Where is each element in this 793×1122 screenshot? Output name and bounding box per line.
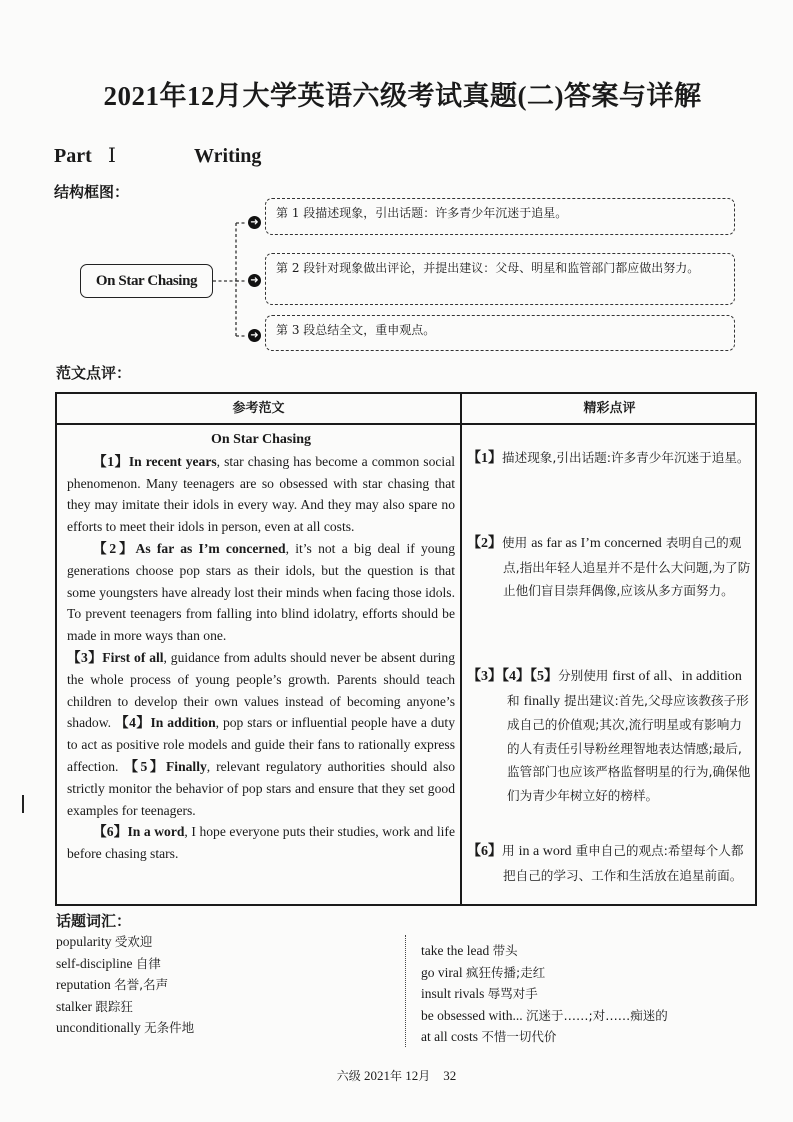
vocab-item bbox=[421, 940, 668, 962]
vocab-term: insult rivals bbox=[421, 986, 485, 1001]
footer-level: 六级 bbox=[336, 1069, 361, 1083]
part-name: Writing bbox=[194, 145, 262, 167]
comment-marker: 【2】 bbox=[467, 536, 502, 551]
essay-keyword: In addition bbox=[150, 715, 216, 731]
vocab-item bbox=[421, 962, 668, 984]
essay-keyword: As far as I’m concerned bbox=[135, 540, 286, 556]
essay-text: , star chasing has become a common social phenomenon. Many teenagers are so obsessed with star chasing that they may imitate their idols in every way. And they may also spare no efforts to meet their idols in person, even at all costs. bbox=[67, 453, 456, 535]
vocab-term: be obsessed with... bbox=[421, 1007, 523, 1023]
vocab-meaning: 无条件地 bbox=[144, 1020, 195, 1035]
comment-text: 分别使用 bbox=[558, 668, 613, 683]
comment-phrase: first of all、in addition bbox=[612, 669, 742, 684]
sample-essay bbox=[67, 429, 455, 865]
part-numeral: Ⅰ bbox=[108, 145, 116, 167]
vocab-term: go viral bbox=[421, 964, 463, 980]
comment-text: 提出建议:首先,父母应该教孩子形成自己的价值观;其次,流行明星或有影响力的人有责任引导粉丝理智地表达情感;最后,监管部门也应该严格监督明星的行为,确保他们为青少年树立好的榜样。 bbox=[507, 692, 751, 803]
arrow-right-circle-icon: ➜ bbox=[248, 274, 261, 287]
essay-keyword: First of all bbox=[102, 649, 164, 665]
vocab-list-left bbox=[56, 931, 194, 1039]
table-header-divider bbox=[57, 423, 755, 425]
comment-3-4-5 bbox=[467, 664, 752, 807]
essay-text: , pop stars or influential people have a duty to act as positive role models and guide their fans to rationally express affection. bbox=[67, 715, 455, 774]
structure-heading: 结构框图： bbox=[54, 183, 130, 201]
column-header-sample-essay: 参考范文 bbox=[232, 401, 285, 416]
vocab-meaning: 带头 bbox=[492, 943, 518, 958]
essay-title: On Star Chasing bbox=[210, 432, 312, 447]
column-header-comments: 精彩点评 bbox=[583, 401, 636, 416]
comment-text: 表明自己的观点,指出年轻人追星并不是什么大问题,为了防止他们盲目崇拜偶像,应该从多方面努力。 bbox=[503, 535, 751, 598]
comment-marker: 【3】【4】【5】 bbox=[467, 669, 558, 684]
vocab-meaning: 疯狂传播;走红 bbox=[466, 964, 546, 980]
page-number: 32 bbox=[443, 1068, 457, 1083]
vocab-item bbox=[56, 974, 194, 996]
comment-1 bbox=[467, 446, 752, 471]
vocab-meaning: 跟踪狂 bbox=[95, 998, 133, 1014]
vocab-term: stalker bbox=[56, 998, 92, 1014]
vocab-term: unconditionally bbox=[56, 1020, 141, 1035]
vocab-meaning: 自律 bbox=[135, 955, 161, 971]
essay-paragraph-2 bbox=[67, 538, 455, 647]
footer-month: 12 bbox=[405, 1068, 419, 1083]
diagram-root-node: On Star Chasing bbox=[80, 264, 213, 298]
paragraph-marker: 【6】 bbox=[93, 824, 128, 840]
vocab-item bbox=[421, 1005, 668, 1027]
vocab-item bbox=[56, 996, 194, 1018]
essay-keyword: In a word bbox=[127, 824, 185, 840]
arrow-right-circle-icon: ➜ bbox=[248, 216, 261, 229]
vocab-meaning: 名誉,名声 bbox=[114, 977, 169, 992]
comment-text: 使用 bbox=[502, 535, 532, 550]
essay-paragraph-4 bbox=[67, 821, 455, 865]
vocab-list-right bbox=[421, 940, 668, 1048]
vocab-item bbox=[56, 1017, 194, 1039]
scan-edge-mark bbox=[22, 795, 24, 813]
diagram-branch-3: 第 3 段总结全文，重申观点。 bbox=[265, 315, 735, 351]
vocab-item bbox=[56, 931, 194, 953]
vocab-divider bbox=[405, 935, 406, 1047]
vocab-term: at all costs bbox=[421, 1029, 478, 1044]
vocab-term: popularity bbox=[56, 934, 112, 949]
vocab-meaning: 不惜一切代价 bbox=[481, 1029, 557, 1044]
essay-keyword: In recent years bbox=[128, 453, 217, 469]
review-table bbox=[55, 392, 757, 906]
part-label: Part bbox=[54, 145, 92, 167]
comment-6 bbox=[467, 839, 752, 887]
diagram-branch-2: 第 2 段针对现象做出评论，并提出建议：父母、明星和监管部门都应做出努力。 bbox=[265, 253, 735, 305]
vocab-term: reputation bbox=[56, 977, 111, 992]
vocab-meaning: 辱骂对手 bbox=[487, 986, 538, 1001]
comment-text: 和 bbox=[507, 692, 524, 708]
arrow-right-circle-icon: ➜ bbox=[248, 329, 261, 342]
essay-paragraph-1 bbox=[67, 451, 455, 538]
vocab-term: take the lead bbox=[421, 943, 490, 958]
paragraph-marker: 【1】 bbox=[93, 453, 129, 469]
table-column-divider bbox=[460, 394, 462, 904]
comment-marker: 【6】 bbox=[467, 844, 502, 859]
vocab-term: self-discipline bbox=[56, 955, 133, 971]
paragraph-marker: 【2】 bbox=[93, 540, 136, 556]
comment-text: 用 bbox=[502, 843, 519, 858]
footer-month-suffix: 月 bbox=[418, 1069, 431, 1083]
vocab-heading: 话题词汇： bbox=[56, 912, 132, 930]
vocab-meaning: 受欢迎 bbox=[114, 934, 153, 949]
paragraph-marker: 【3】 bbox=[67, 649, 103, 665]
vocab-item bbox=[421, 1026, 668, 1048]
vocab-item bbox=[56, 953, 194, 975]
essay-text: , it’s not a big deal if young generations choose pop stars as their idols, but the question is that some youngsters have already lost their minds when facing those idols. To prevent teenagers from falling into blind idolatry, efforts should be made in more ways than one. bbox=[67, 540, 455, 644]
essay-text: , relevant regulatory authorities should also strictly monitor the behavior of pop stars and ensure that they set good examples for teenagers. bbox=[67, 758, 456, 818]
comment-phrase: finally bbox=[523, 693, 561, 709]
comment-phrase: in a word bbox=[518, 844, 572, 859]
comment-text: 重申自己的观点:希望每个人都把自己的学习、工作和生活放在追星前面。 bbox=[503, 843, 744, 883]
comment-text: 描述现象,引出话题:许多青少年沉迷于追星。 bbox=[502, 450, 750, 465]
paragraph-marker: 【4】 bbox=[114, 715, 151, 731]
essay-text: , guidance from adults should never be absent during the whole process of young people’s growth. Parents should teach children to develop their own values instead of becoming anyone’s shadow. bbox=[67, 649, 456, 731]
diagram-branch-1: 第 1 段描述现象，引出话题：许多青少年沉迷于追星。 bbox=[265, 198, 735, 235]
essay-text: , I hope everyone puts their studies, work and life before chasing stars. bbox=[67, 824, 455, 862]
essay-paragraph-3 bbox=[67, 647, 455, 821]
footer-year-suffix: 年 bbox=[389, 1069, 402, 1083]
review-heading: 范文点评： bbox=[56, 364, 132, 382]
comment-phrase: as far as I’m concerned bbox=[531, 536, 662, 551]
vocab-meaning: 沉迷于……;对……痴迷的 bbox=[526, 1007, 668, 1023]
vocab-item bbox=[421, 983, 668, 1005]
paragraph-marker: 【5】 bbox=[124, 758, 166, 774]
page-footer bbox=[0, 1067, 793, 1084]
comment-marker: 【1】 bbox=[467, 451, 502, 466]
essay-keyword: Finally bbox=[165, 758, 207, 774]
comment-2 bbox=[467, 531, 752, 603]
footer-year: 2021 bbox=[363, 1068, 390, 1083]
page-title: 2021年12月大学英语六级考试真题(二)答案与详解 bbox=[103, 81, 702, 111]
